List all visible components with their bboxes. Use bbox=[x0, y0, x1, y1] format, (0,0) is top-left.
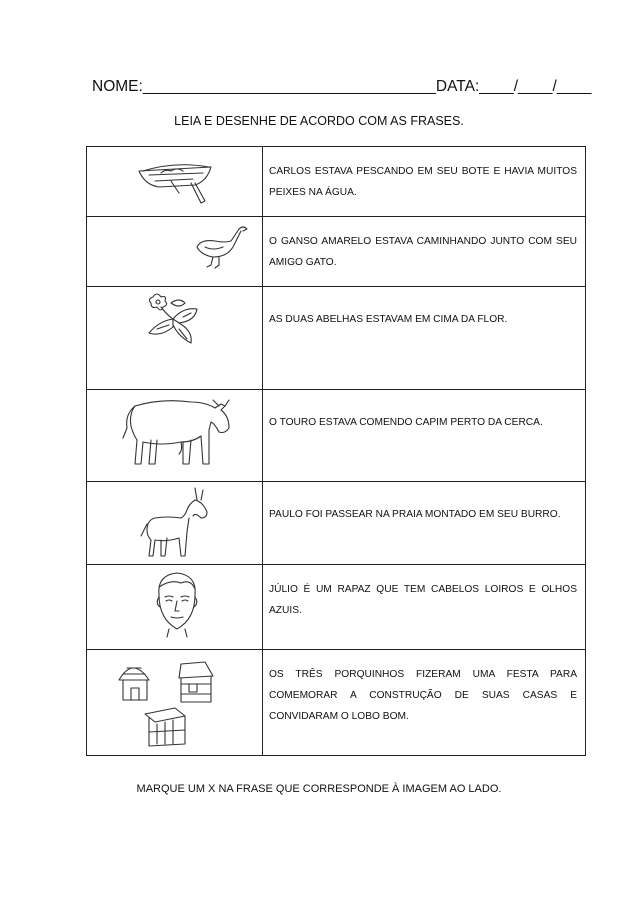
date-label: DATA: bbox=[435, 78, 480, 95]
donkey-icon bbox=[137, 486, 211, 560]
table-row bbox=[87, 650, 586, 756]
sentence-cell[interactable]: JÚLIO É UM RAPAZ QUE TEM CABELOS LOIROS E OLHOS AZUIS. bbox=[263, 565, 586, 650]
bull-icon bbox=[121, 394, 233, 470]
image-cell bbox=[87, 217, 263, 287]
header-line bbox=[92, 78, 592, 96]
table-row bbox=[87, 390, 586, 482]
sentence-cell[interactable]: O TOURO ESTAVA COMENDO CAPIM PERTO DA CERCA. bbox=[263, 390, 586, 482]
image-cell bbox=[87, 147, 263, 217]
sentence-cell[interactable]: O GANSO AMARELO ESTAVA CAMINHANDO JUNTO COM SEU AMIGO GATO. bbox=[263, 217, 586, 287]
worksheet-table bbox=[86, 146, 586, 756]
table-row bbox=[87, 147, 586, 217]
table-row bbox=[87, 565, 586, 650]
image-cell bbox=[87, 390, 263, 482]
instruction-heading: LEIA E DESENHE DE ACORDO COM AS FRASES. bbox=[174, 114, 464, 128]
date-field[interactable]: ____/____/____ bbox=[479, 78, 592, 95]
footer-instruction: MARQUE UM X NA FRASE QUE CORRESPONDE À IMAGEM AO LADO. bbox=[136, 783, 502, 795]
image-cell bbox=[87, 287, 263, 390]
face-icon bbox=[151, 569, 203, 639]
table-row bbox=[87, 217, 586, 287]
sentence-cell[interactable]: OS TRÊS PORQUINHOS FIZERAM UMA FESTA PARA COMEMORAR A CONSTRUÇÃO DE SUAS CASAS E CONVIDARAM O LOBO BOM. bbox=[263, 650, 586, 756]
image-cell bbox=[87, 482, 263, 565]
flower-icon bbox=[139, 289, 209, 349]
image-cell bbox=[87, 650, 263, 756]
houses-icon bbox=[115, 654, 235, 752]
name-label: NOME: bbox=[92, 78, 143, 95]
boat-icon bbox=[135, 155, 215, 207]
table-row bbox=[87, 482, 586, 565]
name-field[interactable]: __________________________________ bbox=[142, 78, 436, 95]
sentence-cell[interactable]: CARLOS ESTAVA PESCANDO EM SEU BOTE E HAVIA MUITOS PEIXES NA ÁGUA. bbox=[263, 147, 586, 217]
sentence-cell[interactable]: AS DUAS ABELHAS ESTAVAM EM CIMA DA FLOR. bbox=[263, 287, 586, 390]
table-row bbox=[87, 287, 586, 390]
sentence-cell[interactable]: PAULO FOI PASSEAR NA PRAIA MONTADO EM SEU BURRO. bbox=[263, 482, 586, 565]
image-cell bbox=[87, 565, 263, 650]
goose-icon bbox=[191, 221, 249, 271]
